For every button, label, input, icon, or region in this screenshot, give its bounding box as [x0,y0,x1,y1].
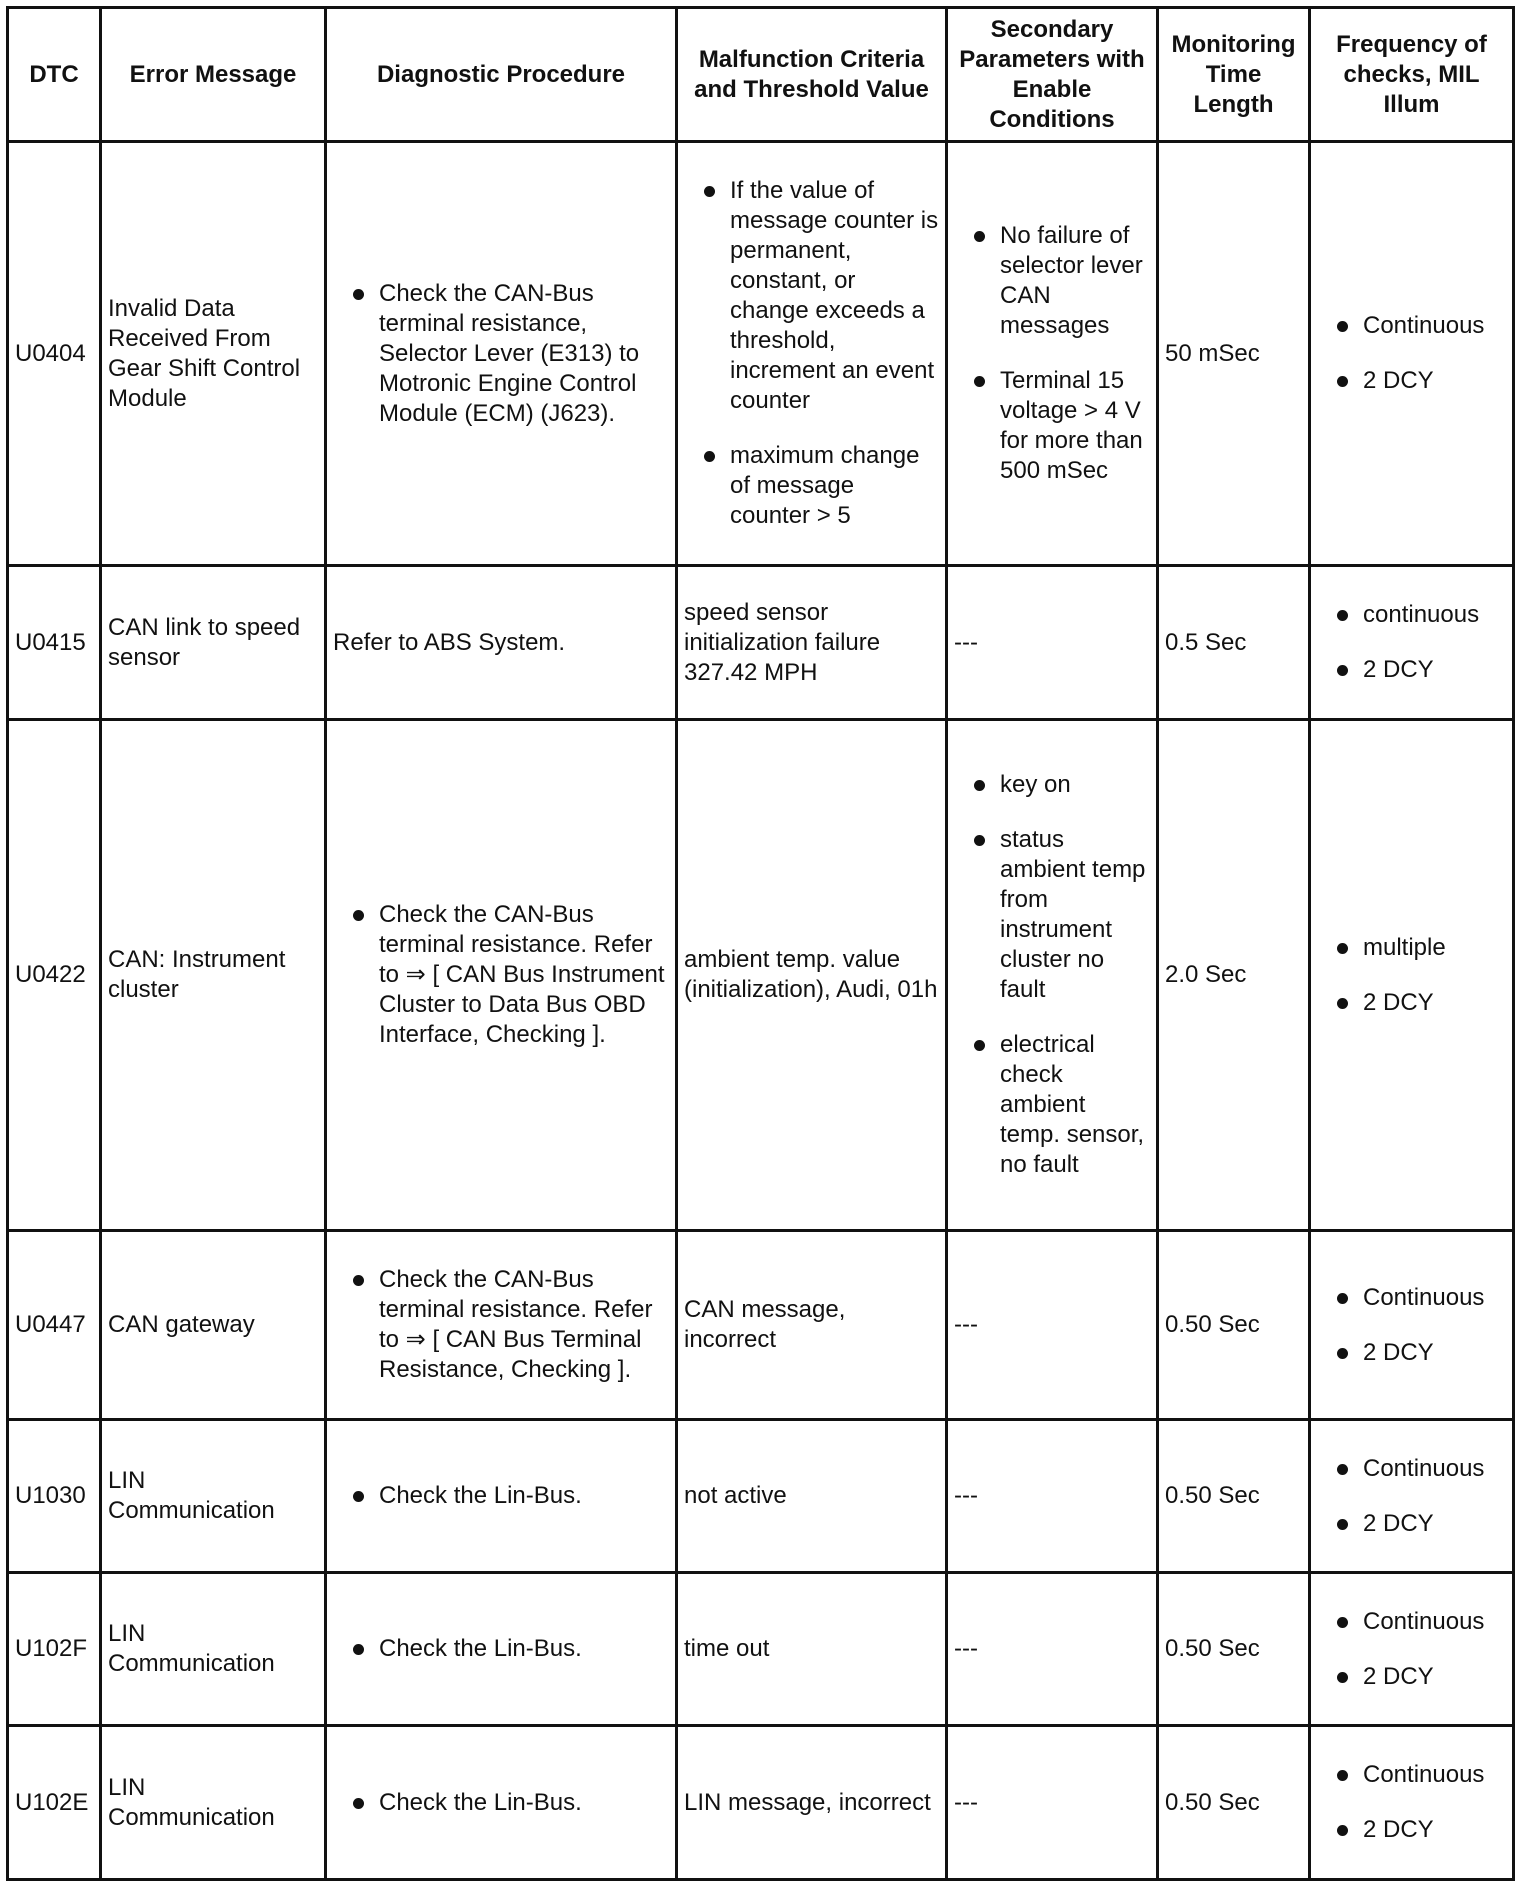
frequency [1310,1231,1514,1420]
table-row [8,142,1514,566]
error-message: LIN Communication [101,1573,326,1726]
secondary-parameters [947,720,1158,1231]
malfunction-criteria: ambient temp. value (initialization), Audi, 01h [677,720,947,1231]
frequency [1310,1420,1514,1573]
monitoring-time: 0.50 Sec [1158,1573,1310,1726]
frequency [1310,142,1514,566]
dtc-table [6,6,1515,1881]
malfunction-criteria: CAN message, incorrect [677,1231,947,1420]
diagnostic-procedure: Refer to ABS System. [326,566,677,720]
diagnostic-procedure [326,1726,677,1880]
dtc-code: U0447 [8,1231,101,1420]
error-message: CAN gateway [101,1231,326,1420]
table-row [8,720,1514,1231]
monitoring-time: 0.50 Sec [1158,1726,1310,1880]
procedure-item: Check the CAN-Bus terminal resistance. Refer to ⇒ [ CAN Bus Terminal Resistance, Checking ]. [341,1265,669,1385]
malfunction-criteria [677,142,947,566]
frequency [1310,720,1514,1231]
secondary-parameters: --- [947,1726,1158,1880]
table-row [8,566,1514,720]
header-dtc: DTC [8,8,101,142]
diagnostic-procedure [326,1231,677,1420]
secondary-item: key on [962,770,1150,800]
malfunction-criteria: not active [677,1420,947,1573]
monitoring-time: 2.0 Sec [1158,720,1310,1231]
secondary-item: Terminal 15 voltage > 4 V for more than 500 mSec [962,366,1150,486]
header-monitoring-time: Monitoring Time Length [1158,8,1310,142]
frequency-item: 2 DCY [1325,1338,1506,1368]
dtc-code: U0404 [8,142,101,566]
diagnostic-procedure [326,1573,677,1726]
frequency-item: 2 DCY [1325,988,1506,1018]
dtc-code: U0422 [8,720,101,1231]
secondary-parameters: --- [947,1573,1158,1726]
error-message: LIN Communication [101,1726,326,1880]
procedure-item: Check the CAN-Bus terminal resistance. Refer to ⇒ [ CAN Bus Instrument Cluster to Data Bus OBD Interface, Checking ]. [341,900,669,1050]
secondary-parameters: --- [947,1231,1158,1420]
dtc-code: U102E [8,1726,101,1880]
frequency-item: 2 DCY [1325,655,1506,685]
header-error-message: Error Message [101,8,326,142]
table-row [8,1726,1514,1880]
header-frequency: Frequency of checks, MIL Illum [1310,8,1514,142]
procedure-item: Check the Lin-Bus. [341,1634,669,1664]
header-secondary-parameters: Secondary Parameters with Enable Conditions [947,8,1158,142]
criteria-item: maximum change of message counter > 5 [692,441,939,531]
secondary-parameters [947,142,1158,566]
frequency [1310,1573,1514,1726]
header-diagnostic-procedure: Diagnostic Procedure [326,8,677,142]
secondary-item: status ambient temp from instrument cluster no fault [962,825,1150,1005]
frequency [1310,566,1514,720]
procedure-item: Check the CAN-Bus terminal resistance, Selector Lever (E313) to Motronic Engine Control Module (ECM) (J623). [341,279,669,429]
secondary-parameters: --- [947,566,1158,720]
monitoring-time: 50 mSec [1158,142,1310,566]
secondary-item: electrical check ambient temp. sensor, no fault [962,1030,1150,1180]
monitoring-time: 0.50 Sec [1158,1420,1310,1573]
frequency-item: Continuous [1325,1760,1506,1790]
malfunction-criteria: speed sensor initialization failure 327.42 MPH [677,566,947,720]
frequency-item: 2 DCY [1325,1662,1506,1692]
dtc-code: U0415 [8,566,101,720]
secondary-parameters: --- [947,1420,1158,1573]
malfunction-criteria: LIN message, incorrect [677,1726,947,1880]
error-message: CAN link to speed sensor [101,566,326,720]
table-row [8,1231,1514,1420]
dtc-code: U1030 [8,1420,101,1573]
monitoring-time: 0.50 Sec [1158,1231,1310,1420]
frequency-item: 2 DCY [1325,1509,1506,1539]
frequency-item: Continuous [1325,1283,1506,1313]
frequency-item: Continuous [1325,1607,1506,1637]
diagnostic-procedure [326,142,677,566]
diagnostic-procedure [326,720,677,1231]
procedure-item: Check the Lin-Bus. [341,1788,669,1818]
frequency-item: continuous [1325,600,1506,630]
procedure-item: Check the Lin-Bus. [341,1481,669,1511]
error-message: Invalid Data Received From Gear Shift Control Module [101,142,326,566]
criteria-item: If the value of message counter is permanent, constant, or change exceeds a threshold, increment an event counter [692,176,939,416]
error-message: CAN: Instrument cluster [101,720,326,1231]
frequency-item: multiple [1325,933,1506,963]
header-malfunction-criteria: Malfunction Criteria and Threshold Value [677,8,947,142]
frequency [1310,1726,1514,1880]
table-row [8,1420,1514,1573]
table-row [8,1573,1514,1726]
monitoring-time: 0.5 Sec [1158,566,1310,720]
frequency-item: 2 DCY [1325,366,1506,396]
frequency-item: 2 DCY [1325,1815,1506,1845]
diagnostic-procedure [326,1420,677,1573]
secondary-item: No failure of selector lever CAN messages [962,221,1150,341]
malfunction-criteria: time out [677,1573,947,1726]
header-row [8,8,1514,142]
frequency-item: Continuous [1325,311,1506,341]
frequency-item: Continuous [1325,1454,1506,1484]
error-message: LIN Communication [101,1420,326,1573]
dtc-code: U102F [8,1573,101,1726]
